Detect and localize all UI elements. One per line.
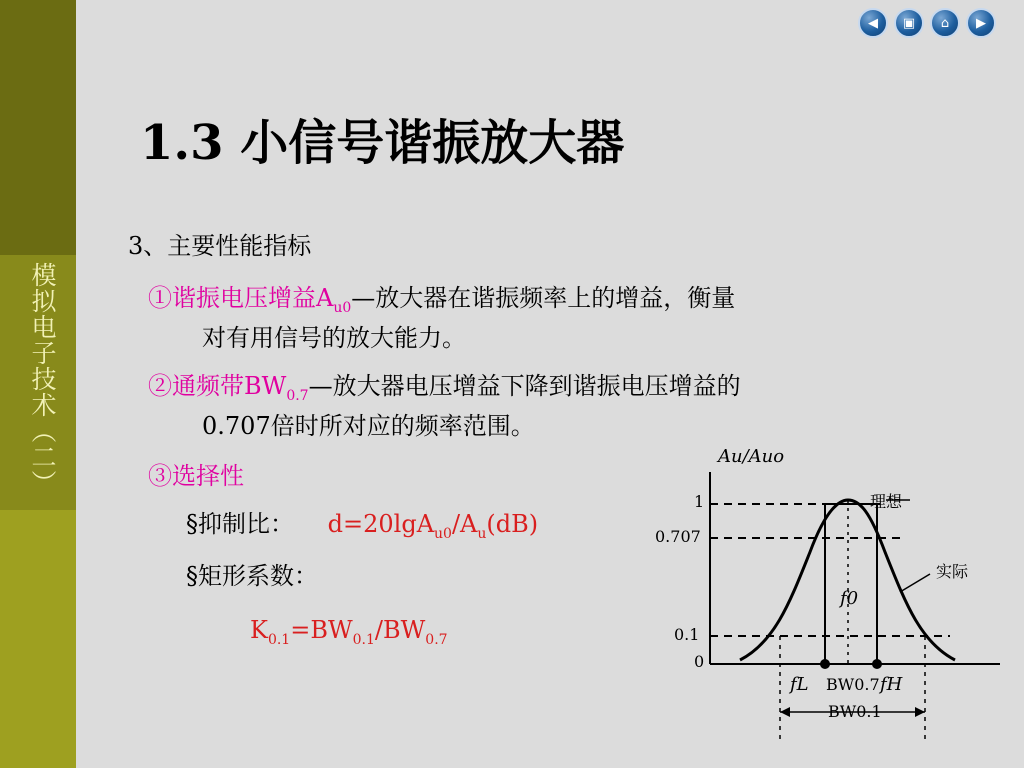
sidebar-bottom-band <box>0 510 76 768</box>
previous-icon[interactable]: ◀ <box>858 8 888 38</box>
tick-0: 0 <box>694 652 705 671</box>
item2-line1 <box>148 370 741 406</box>
slide-navigation <box>858 8 996 38</box>
fl-point <box>820 659 830 669</box>
item1-line1 <box>148 282 735 318</box>
ideal-rectangle <box>825 504 877 664</box>
chart-axis-title: Au/Auo <box>718 446 785 467</box>
k-sub3: 0.7 <box>425 631 448 648</box>
item2-description: —放大器电压增益下降到谐振电压增益的 <box>308 372 741 400</box>
suppression-formula-b: /A <box>451 510 478 538</box>
item2-subscript: 0.7 <box>286 387 309 404</box>
k-sub1: 0.1 <box>267 631 291 648</box>
bw07-label: BW0.7 <box>826 675 880 694</box>
next-icon[interactable]: ▶ <box>966 8 996 38</box>
f0-label: f0 <box>840 588 859 609</box>
fl-label: fL <box>790 674 809 695</box>
ideal-label: 理想 <box>870 492 903 511</box>
item2-label: ②通频带BW <box>148 372 287 400</box>
item1-line2: 对有用信号的放大能力。 <box>202 324 466 352</box>
k-formula <box>250 614 448 650</box>
sidebar-title: 模拟电子技术（二） <box>28 262 57 496</box>
suppression-formula <box>327 510 539 542</box>
bw01-right-arrow <box>915 707 925 717</box>
item1-description: —放大器在谐振频率上的增益，衡量 <box>351 284 736 312</box>
k-sub2: 0.1 <box>352 631 375 648</box>
k-mid: =BW <box>290 616 353 644</box>
suppression-row <box>186 508 538 544</box>
page-title: 1.3 小信号谐振放大器 <box>140 115 625 171</box>
menu-icon[interactable]: ⌂ <box>930 8 960 38</box>
sidebar-top-band <box>0 0 76 255</box>
actual-label: 实际 <box>936 562 969 581</box>
bw01-left-arrow <box>780 707 790 717</box>
home-icon[interactable]: ▣ <box>894 8 924 38</box>
item3-label: ③选择性 <box>148 462 244 490</box>
k-prefix: K <box>250 616 268 644</box>
rect-row: §矩形系数： <box>186 562 318 590</box>
tick-01: 0.1 <box>674 625 700 644</box>
section-heading: 3、主要性能指标 <box>128 232 312 260</box>
fh-label: fH <box>880 674 903 695</box>
item1-label: ①谐振电压增益A <box>148 284 334 312</box>
bw01-label: BW0.1 <box>828 702 882 721</box>
suppression-label: §抑制比： <box>186 510 294 538</box>
suppression-sub2: u <box>477 525 487 542</box>
k-tail: /BW <box>374 616 426 644</box>
tick-1: 1 <box>694 492 705 511</box>
suppression-sub1: u0 <box>434 525 452 542</box>
item1-subscript: u0 <box>333 299 352 316</box>
suppression-formula-a: d=20lgA <box>327 510 435 538</box>
suppression-formula-tail: (dB) <box>486 510 539 538</box>
item2-line2: 0.707倍时所对应的频率范围。 <box>202 412 535 440</box>
actual-pointer <box>900 574 930 592</box>
fh-point <box>872 659 882 669</box>
resonance-chart <box>650 442 1024 768</box>
tick-0707: 0.707 <box>655 527 701 546</box>
